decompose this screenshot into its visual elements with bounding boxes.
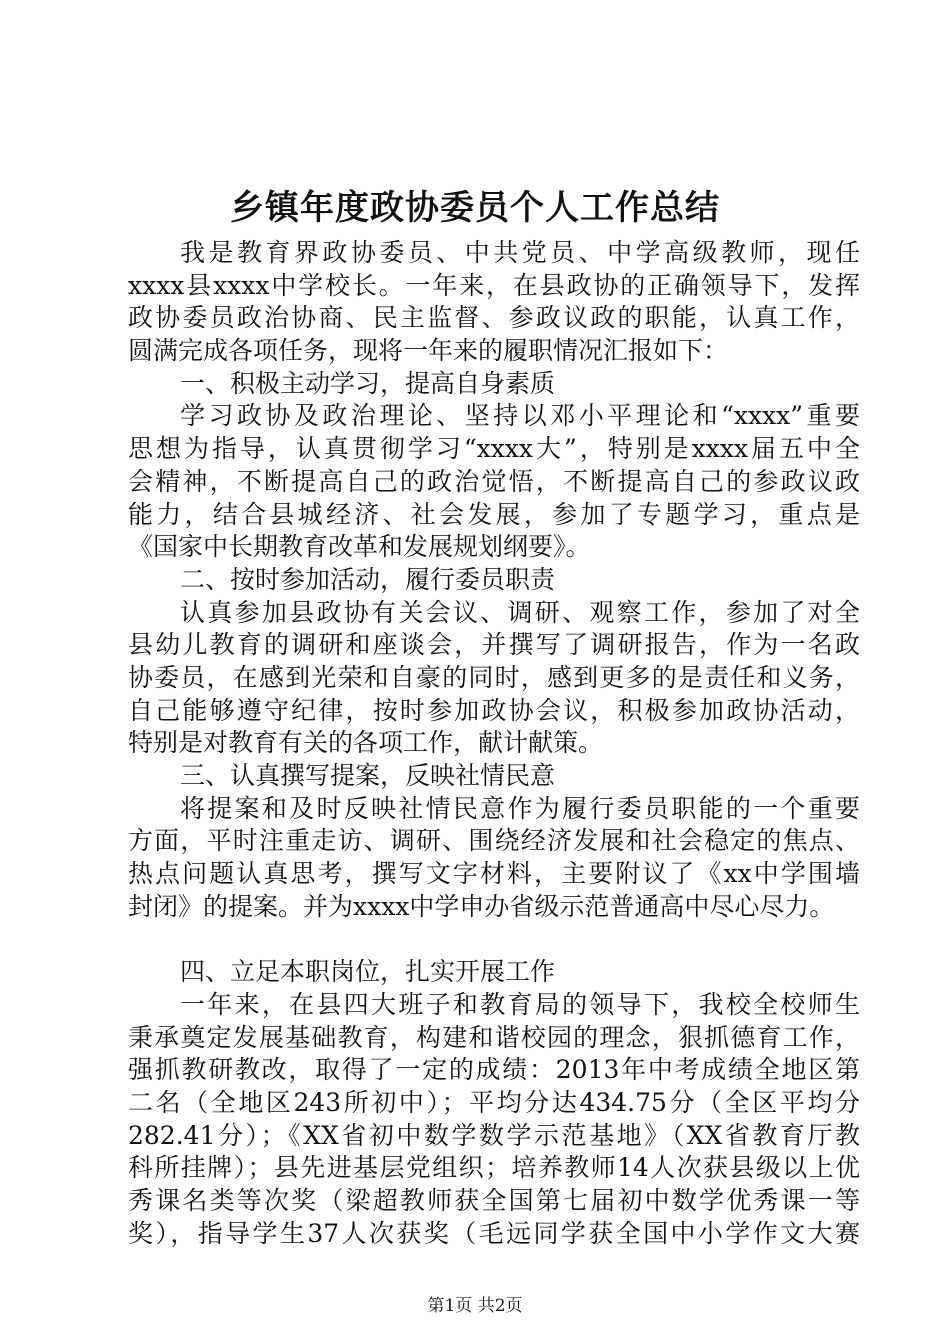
text-line: 一、积极主动学习，提高自身素质 — [180, 368, 556, 398]
blank-line — [128, 923, 860, 956]
text-line: 奖），指导学生37人次获奖（毛远同学获全国中小学作文大赛 — [128, 1218, 860, 1248]
text-line: 二、按时参加活动，履行委员职责 — [180, 564, 556, 594]
text-line: 方面，平时注重走访、调研、围绕经济发展和社会稳定的焦点、 — [128, 826, 860, 856]
text-line: 热点问题认真思考，撰写文字材料，主要附议了《xx中学围墙 — [128, 859, 860, 889]
text-line: 学习政协及政治理论、坚持以邓小平理论和“xxxx”重要 — [180, 401, 860, 431]
text-line: 二名（全地区243所初中）；平均分达434.75分（全区平均分 — [128, 1087, 860, 1117]
text-line: 强抓教研教改，取得了一定的成绩：2013年中考成绩全地区第 — [128, 1055, 860, 1085]
text-line: 认真参加县政协有关会议、调研、观察工作，参加了对全 — [180, 597, 860, 627]
text-line: 三、认真撰写提案，反映社情民意 — [180, 761, 556, 790]
text-line: 一年来，在县四大班子和教育局的领导下，我校全校师生 — [180, 989, 860, 1019]
text-line: 四、立足本职岗位，扎实开展工作 — [180, 957, 556, 987]
text-line: 圆满完成各项任务，现将一年来的履职情况汇报如下： — [128, 336, 729, 366]
document-body — [128, 237, 860, 1250]
text-line: 政协委员政治协商、民主监督、参政议政的职能，认真工作， — [128, 303, 860, 333]
text-line: 县幼儿教育的调研和座谈会，并撰写了调研报告，作为一名政 — [128, 630, 860, 660]
text-line: 自己能够遵守纪律，按时参加政协会议，积极参加政协活动， — [128, 695, 860, 725]
text-line: 能力，结合县城经济、社会发展，参加了专题学习，重点是 — [128, 499, 860, 529]
page-footer: 第1页 共2页 — [427, 1296, 523, 1316]
text-line: 特别是对教育有关的各项工作，献计献策。 — [128, 728, 604, 758]
text-line: 思想为指导，认真贯彻学习“xxxx大”，特别是xxxx届五中全 — [128, 434, 860, 464]
text-line: 将提案和及时反映社情民意作为履行委员职能的一个重要 — [180, 793, 860, 823]
text-line: xxxx县xxxx中学校长。一年来，在县政协的正确领导下，发挥 — [128, 270, 860, 300]
text-line: 秉承奠定发展基础教育，构建和谐校园的理念，狠抓德育工作， — [128, 1022, 860, 1052]
text-line: 科所挂牌）；县先进基层党组织；培养教师14人次获县级以上优 — [128, 1153, 860, 1183]
text-line: 《国家中长期教育改革和发展规划纲要》。 — [128, 532, 591, 562]
document-title: 乡镇年度政协委员个人工作总结 — [230, 188, 720, 228]
text-line: 会精神，不断提高自己的政治觉悟，不断提高自己的参政议政 — [128, 466, 860, 496]
text-line: 秀课名类等次奖（梁超教师获全国第七届初中数学优秀课一等 — [128, 1185, 860, 1215]
text-line: 协委员，在感到光荣和自豪的同时，感到更多的是责任和义务， — [128, 662, 860, 692]
text-line: 我是教育界政协委员、中共党员、中学高级教师，现任 — [180, 238, 860, 267]
text-line: 282.41分）；《XX省初中数学数学示范基地》（XX省教育厅教 — [128, 1120, 860, 1150]
text-line: 封闭》的提案。并为xxxx中学申办省级示范普通高中尽心尽力。 — [128, 891, 835, 921]
